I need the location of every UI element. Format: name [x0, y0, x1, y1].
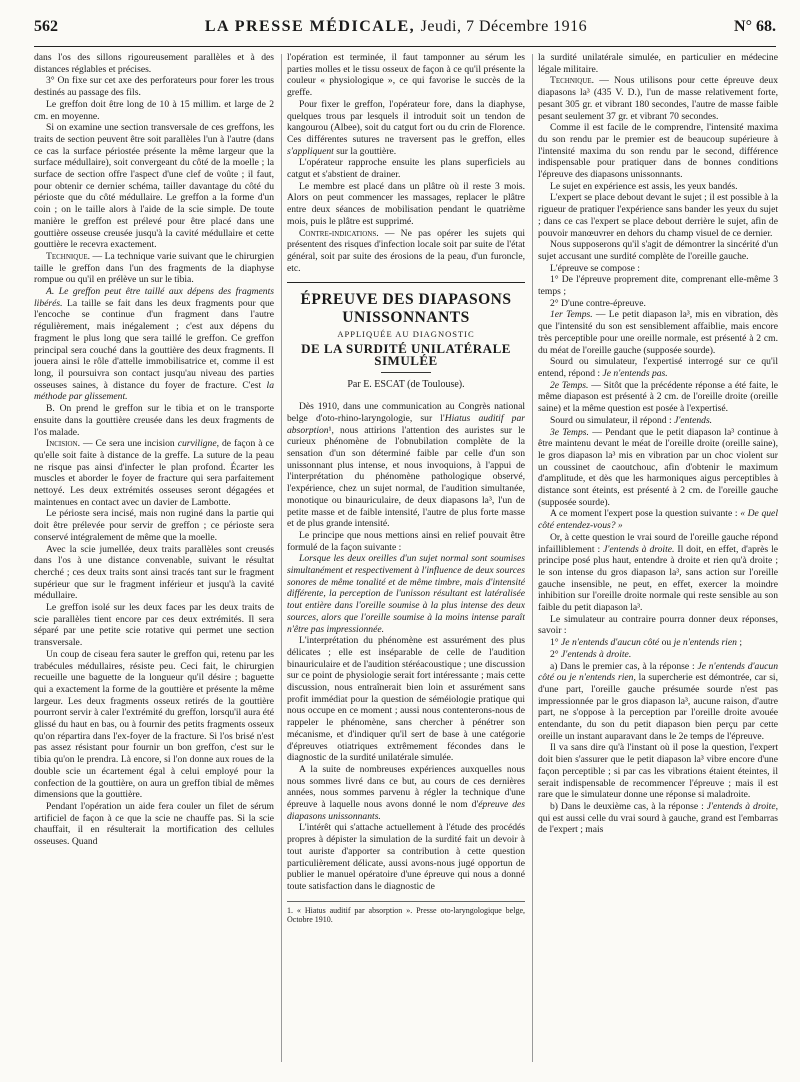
paragraph	[538, 415, 778, 427]
paragraph: Le greffon doit être long de 10 à 15 millim. et large de 2 cm. en moyenne.	[34, 98, 274, 122]
paragraph-italic: Je n'entends pas.	[602, 367, 668, 379]
paragraph-text: ¹, nous attirions l'attention des auristes sur le curieux phénomène de l'obnubilation complète de la sensation d'un son déterminé faible par celle d'un son unissonnant plus intense, et nous invoquions, à l'appui de l'interprétation du phénomène pathologique observé, l'expérience, chez un sujet normal, de l'audition simultanée, monotique ou binauriculaire, de deux diapasons la³, l'un de petite masse et de faible intensité, l'autre de plus forte masse et de plus grande intensité.	[287, 424, 525, 530]
paragraph	[538, 637, 778, 649]
paragraph-text: Pour fixer le greffon, l'opérateur fore, dans la diaphyse, quelques trous par lesquels il introduit soit un tendon de kangourou (Albee), soit du catgut fort ou du crin de Florence. Ces différentes sutures ne traversent pas le greffon, elles	[287, 98, 525, 145]
paragraph-italic: J'entends à droite.	[561, 648, 632, 660]
column-left	[34, 52, 274, 1064]
paragraph-text: A la suite de nombreuses expériences auxquelles nous nous sommes livré dans ce but, au cours de ces dernières années, nous sommes parvenu à régler la technique d'une épreuve à laquelle nous avons donné le nom d'	[287, 763, 525, 811]
paragraph	[34, 286, 274, 403]
article-subtitle: APPLIQUÉE AU DIAGNOSTIC	[337, 329, 475, 340]
issue-number: N° 68.	[734, 18, 776, 35]
paragraph: la surdité unilatérale simulée, en particulier en médecine légale militaire.	[538, 52, 778, 75]
paragraph	[34, 438, 274, 508]
paragraph	[538, 356, 778, 379]
paragraph: Un coup de ciseau fera sauter le greffon qui, retenu par les trabécules médullaires, résiste peu. Ceci fait, le chirurgien recueille une baguette de la longueur qu'il désire ; baguette qui a exactement la forme de la gouttière et présente la même largeur. Les deux fragments osseux retirés de la gouttière pourront servir à caler l'extrémité du greffon, lorsqu'il aura été glissé du haut en bas, ou à fournir des petits fragments osseux qu'on répartira dans l'ex-foyer de la fracture. Si l'os brisé n'est pas assez résistant pour fournir un bon greffon, c'est sur le tibia qu'on le prendra. Là encore, si l'on donne aux roues de la double scie un écartement égal à celui employé pour la confection de la gouttière, on aura un greffon tibial de mêmes dimensions que la gouttière.	[34, 648, 274, 801]
paragraph	[538, 649, 778, 661]
paragraph: Pendant l'opération un aide fera couler un filet de sérum artificiel de façon à ce que la scie ne chauffe pas. Si la scie chauffait, il en résulterait la mortification des cellules osseuses. Quand	[34, 801, 274, 848]
paragraph-text: , qui est aussi celle du vrai sourd à gauche, grand est l'embarras de l'expert ; mais	[538, 801, 778, 836]
footnote: 1. « Hiatus auditif par absorption ». Presse oto-laryngologique belge, Octobre 1910.	[287, 901, 525, 925]
paragraph	[538, 661, 778, 743]
section-lead: Incision.	[46, 438, 80, 450]
section-lead: 1er Temps.	[550, 309, 593, 321]
paragraph-text: Sourd ou simulateur, l'expertisé interrogé sur ce qu'il entend, répond :	[538, 356, 778, 379]
paragraph	[287, 228, 525, 275]
section-lead: Contre-indications.	[299, 227, 379, 239]
paragraph-italic: épreuve des diapasons unissonnants.	[287, 799, 525, 822]
paragraph-text: ;	[736, 637, 742, 649]
paragraph-text: — La technique varie suivant que le chirurgien taille le greffon dans l'un des fragments de la diaphyse rompue ou qu'il en prélève un sur le tibia.	[34, 250, 274, 286]
paragraph-text: Dès 1910, dans une communication au Congrès national belge d'oto-rhino-laryngologie, sur l'	[287, 401, 525, 424]
paragraph: L'opérateur rapproche ensuite les plans superficiels au catgut et s'abstient de drainer.	[287, 157, 525, 181]
paragraph-italic: J'entends à droite.	[603, 543, 675, 555]
column-divider	[281, 54, 282, 1062]
paragraph: L'intérêt qui s'attache actuellement à l'étude des procédés propres à dépister la simulation de la surdité fait un devoir à tout auriste d'apporter sa contribution à cette question particulièrement délicate, aussi avons-nous jugé opportun de publier le manuel opératoire d'une épreuve qui nous a donné toute satisfaction dans le diagnostic de	[287, 822, 525, 892]
issue-date: Jeudi, 7 Décembre 1916	[420, 18, 588, 35]
paragraph: Le sujet en expérience est assis, les yeux bandés.	[550, 180, 738, 192]
section-lead: Technique.	[46, 250, 91, 262]
paragraph	[538, 801, 778, 836]
paragraph-text: sur la gouttière.	[333, 145, 397, 157]
page-header	[34, 18, 776, 47]
paragraph-text: 1°	[550, 637, 562, 649]
column-right	[538, 52, 778, 1064]
paragraph-text: , la supercherie est démontrée, car si, d'une part, l'oreille gauche présumée sourde n'est pas impressionnée par le gros diapason la³, aucune raison, d'autre part, ne s'oppose à la perception par l'oreille droite avouée entendante, du son du petit diapason bien perçu par cette oreille un instant auparavant dans le 2e temps de l'épreuve.	[538, 672, 778, 742]
paragraph	[538, 532, 778, 614]
paragraph-text: — Sitôt que la précédente réponse a été faite, le même diapason est présenté à 2 cm. de l'oreille droite (oreille saine) et la même question est posée à l'expertisé.	[538, 379, 778, 415]
paragraph-text: — Nous utilisons pour cette épreuve deux diapasons la³ (435 V. D.), l'un de masse relativement forte, pesant 305 gr. et vibrant 180 secondes, l'autre de masse faible pesant seulement 37 gr. et vibrant 70 secondes.	[538, 75, 778, 122]
paragraph: 1° De l'épreuve proprement dite, comprenant elle-même 3 temps ;	[538, 274, 778, 298]
paragraph: B. On prend le greffon sur le tibia et on le transporte ensuite dans la gouttière creusée dans les deux fragments de l'os malade.	[34, 403, 274, 438]
paragraph: L'expert se place debout devant le sujet ; il est possible à la rigueur de pratiquer l'expérience sans bander les yeux du sujet ; dans ce cas l'expert se place debout derrière le sujet, afin de pouvoir manœuvrer en dehors du champ visuel de ce dernier.	[538, 192, 778, 239]
paragraph-text: , de façon à ce qu'elle soit faite à distance de la greffe. La suture de la peau ne risque pas ainsi d'infecter le plan profond. Écarter les muscles et aborder le foyer de fracture qui sera parfaitement nettoyé. Les deux extrémités osseuses seront dégagées et maintenues en contact avec un davier de Lambotte.	[34, 438, 274, 508]
title-rule	[381, 372, 431, 373]
paragraph	[538, 427, 778, 509]
article-title: ÉPREUVE DES DIAPASONS UNISSONNANTS	[300, 291, 512, 327]
paragraph: l'opération est terminée, il faut tamponner au sérum les parties molles et le tissu osseux de façon à ce qu'il présente la couleur « physiologique », ce qui favorise le succès de la greffe.	[287, 52, 525, 99]
paragraph-text: Or, à cette question le vrai sourd de l'oreille gauche répond infailliblement :	[538, 531, 778, 555]
paragraph-italic: la méthode par glissement.	[34, 379, 274, 403]
paragraph: L'épreuve se compose :	[550, 262, 640, 274]
paragraph: Le principe que nous mettions ainsi en relief pouvait être formulé de la façon suivante :	[287, 529, 525, 553]
column-middle	[287, 52, 525, 1064]
paragraph-italic: curviligne	[177, 438, 217, 450]
paragraph: Le périoste sera incisé, mais non ruginé dans la partie qui doit être prélevée pour servir de greffon ; ce périoste sera conservé intégralement de même que la moelle.	[34, 508, 274, 543]
section-lead: A. Le greffon peut être taillé aux dépens des fragments libérés.	[34, 286, 274, 309]
paragraph	[287, 764, 525, 823]
italic-principle: Lorsque les deux oreilles d'un sujet normal sont soumises simultanément et respectivement à l'influence de deux sources sonores de même tonalité et de même timbre, mais d'intensité différente, la perception de l'unisson résultant est latéralisée tout entière dans l'oreille soumise à la plus intense des deux sources, alors que l'oreille soumise à la moins intense paraît n'être pas impressionnée.	[287, 553, 525, 635]
paragraph	[538, 508, 778, 531]
paragraph: dans l'os des sillons rigoureusement parallèles et à des distances réglables et précises.	[34, 52, 274, 75]
paragraph: Si on examine une section transversale de ces greffons, les traits de section peuvent être soit parallèles l'un à l'autre (dans ce cas la surface périostée présente la même largeur que la surface médullaire), soit convergeant du côté de la moelle ; la surface de section offre l'aspect d'une clef de voûte ; il faut, pour obtenir ce dernier schéma, tailler davantage du côté du périoste que du côté médullaire. Le greffon a la forme d'un coin ; on le taille alors à l'aide de la scie simple. De toute manière le greffon est prélevé pour être placé dans une gouttière osseuse creusée jusqu'à la cavité médullaire et cette gouttière le recevra exactement.	[34, 122, 274, 251]
paragraph-text: Sourd ou simulateur, il répond :	[550, 414, 675, 426]
paragraph-text: b) Dans le deuxième cas, à la réponse :	[550, 801, 707, 812]
paragraph-text: a) Dans le premier cas, à la réponse :	[550, 660, 698, 672]
paragraph-text: — Ce sera une incision	[79, 438, 178, 450]
section-lead: Technique.	[550, 75, 595, 87]
article-heading	[287, 282, 525, 391]
paragraph	[538, 309, 778, 356]
paragraph: Avec la scie jumellée, deux traits parallèles sont creusés dans l'os à une distance convenable, suivant le résultat cherché ; ces deux traits sont ainsi tracés tant sur le fragment supérieur que sur le fragment inférieur et jusqu'à la cavité médullaire.	[34, 543, 274, 602]
paragraph: Nous supposerons qu'il s'agit de démontrer la sincérité d'un sujet accusant une surdité complète de l'oreille gauche.	[538, 239, 778, 262]
article-author: Par E. ESCAT (de Toulouse).	[347, 379, 465, 391]
paragraph: L'interprétation du phénomène est assurément des plus délicates ; elle est inséparable de celle de l'audition binauriculaire et de l'audition stéréacoustique ; une discussion sur ce point de physiologie serait fort intéressante ; mais cette discussion, nous entraînerait bien loin et assurément sans profit immédiat pour la question de séméiologie pratique qui nous occupe en ce moment ; aussi nous contenterons-nous de rappeler le phénomène, sans chercher à pénétrer son mécanisme, et d'indiquer qu'il sert de base à une catégorie d'épreuves otiatriques extrêmement fécondes dans le diagnostic de la surdité unilatérale simulée.	[287, 635, 525, 764]
paragraph-text: ou	[659, 637, 674, 649]
paragraph-text: La taille se fait dans les deux fragments pour que l'encoche se continue d'un fragment dans l'autre régulièrement, mais inégalement ; c'est aux dépens du fragment le plus long que sera taillé le greffon. Ce greffon principal sera couché dans la gouttière des deux fragments. Il jouera ainsi le rôle d'attelle immobilisatrice et, comme il est long, il poursuivra son contact jusqu'au niveau des parties osseuses saines, à distance du foyer de fracture. C'est	[34, 297, 274, 391]
paragraph-italic: J'entends.	[674, 414, 713, 426]
paragraph-italic: je n'entends rien	[673, 637, 737, 649]
paragraph-text: A ce moment l'expert pose la question suivante :	[550, 508, 741, 520]
paragraph-text: Il doit, en effet, d'après le principe posé plus haut, entendre à droite et rien qu'à droite ; le son intense du gros diapason la³, sans action sur l'oreille gauche insensible, ne peut, en effet, exercer la moindre inhibition sur l'oreille droite normale qui reste sensible au son faible du petit diapason la³.	[538, 543, 778, 614]
paragraph: Le membre est placé dans un plâtre où il reste 3 mois. Alors on peut commencer les massages, replacer le plâtre entre deux séances de mobilisation pendant le quatrième mois, puis le plâtre est supprimé.	[287, 180, 525, 227]
paragraph	[287, 401, 525, 530]
paragraph	[34, 251, 274, 286]
section-lead: 2e Temps.	[550, 379, 589, 391]
paragraph-italic: Hiatus auditif par absorption	[287, 412, 525, 436]
paragraph-text: — Le petit diapason la³, mis en vibration, dès que l'intensité du son est sensiblement affaiblie, mais encore très perceptible pour une oreille normale, est présenté à 2 cm. du méat de l'oreille gauche (supposée sourde).	[538, 309, 778, 356]
paragraph-italic: s'appliquent	[287, 145, 334, 157]
paragraph: Comme il est facile de le comprendre, l'intensité maxima du son rendu par le premier est de beaucoup supérieure à l'intensité maxima du son rendu par le second, différence indispensable pour pratiquer dans de bonnes conditions l'épreuve des diapasons unissonnants.	[538, 122, 778, 181]
paragraph-italic: J'entends à droite	[706, 801, 776, 812]
article-subtitle-main: DE LA SURDITÉ UNILATÉRALE SIMULÉE	[301, 341, 511, 368]
paragraph: Il va sans dire qu'à l'instant où il pose la question, l'expert doit bien s'assurer que le petit diapason la³ vibre encore d'une façon perceptible ; si par cas les vibrations étaient éteintes, il serait indispensable de recommencer l'épreuve ; mais il est rare que le simulateur donne une réponse si maladroite.	[538, 742, 778, 801]
section-lead: 3e Temps.	[550, 426, 589, 438]
paragraph: 2° D'une contre-épreuve.	[550, 297, 646, 309]
paragraph-italic: « De quel côté entendez-vous? »	[538, 508, 778, 532]
paragraph	[287, 99, 525, 158]
journal-title	[205, 18, 587, 36]
paragraph	[538, 380, 778, 415]
paragraph-text: 2°	[550, 648, 562, 660]
paragraph-text: — Ne pas opérer les sujets qui présentent des risques d'infection locale soit par suite de l'état général, soit par suite des érosions de la peau, d'un furoncle, etc.	[287, 227, 525, 274]
paragraph-text: — Pendant que le petit diapason la³ continue à être maintenu devant le méat de l'oreille droite (oreille saine), le gros diapason la³ mis en vibration par un choc violent sur un coussinet de caoutchouc, afin d'obtenir le maximum d'amplitude, et dès que les harmoniques aigus perceptibles à distance sont éteints, est présenté à 2 cm. de l'oreille gauche (supposée sourde).	[538, 426, 778, 508]
paragraph: Le simulateur au contraire pourra donner deux réponses, savoir :	[538, 613, 778, 637]
page-number: 562	[34, 18, 58, 35]
journal-name: LA PRESSE MÉDICALE,	[204, 18, 416, 35]
paragraph: Le greffon isolé sur les deux faces par les deux traits de scie parallèles tient encore par ces deux extrémités. Il sera séparé par une petite scie rotative qui permet une section transversale.	[34, 602, 274, 649]
column-divider	[532, 54, 533, 1062]
paragraph-italic: Je n'entends d'aucun côté	[561, 637, 660, 649]
paragraph: 3° On fixe sur cet axe des perforateurs pour forer les trous destinés au passage des fils.	[34, 75, 274, 99]
paragraph-italic: Je n'entends d'aucun côté ou je n'entends rien	[538, 660, 778, 684]
paragraph	[538, 75, 778, 122]
